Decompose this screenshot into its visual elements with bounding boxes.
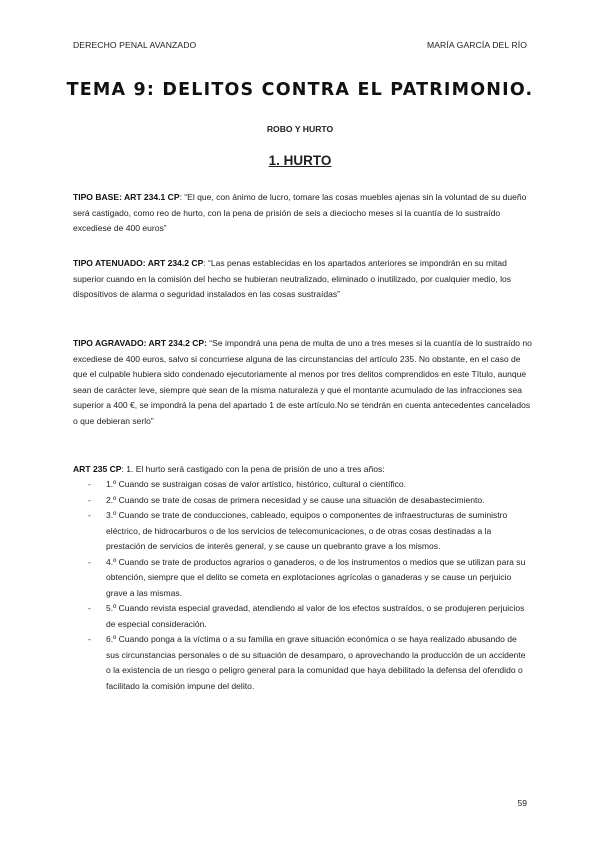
- tipo-atenuado-text: : “Las penas establecidas en los apartados anteriores se impondrán en su mitad superior cuando en la comisión del hecho se hubieran neutralizado, eliminado o inutilizado, por cualquier medio, los dispositivos de alarma o seguridad instalados en las cosas sustraídas”: [73, 258, 512, 299]
- list-item: [88, 508, 528, 555]
- list-item-text: 1.º Cuando se sustraigan cosas de valor artístico, histórico, cultural o científico.: [106, 479, 407, 489]
- section-heading: 1. HURTO: [268, 153, 332, 168]
- art-235-circumstances-list: [88, 477, 528, 694]
- header-author: MARÍA GARCÍA DEL RÍO: [426, 40, 527, 50]
- bullet-dash: -: [88, 603, 91, 613]
- bullet-dash: -: [88, 634, 91, 644]
- list-item: [88, 493, 528, 509]
- tipo-base-sep: :: [119, 192, 124, 202]
- list-item-text: 4.º Cuando se trate de productos agrarios o ganaderos, o de los instrumentos o medios que se utilizan para su obtención, siempre que el delito se cometa en explotaciones agrícolas o ganaderas y se cause un perjuicio grave a las mismas.: [106, 556, 526, 598]
- subtitle: ROBO Y HURTO: [266, 124, 334, 134]
- list-item-text: 2.º Cuando se trate de cosas de primera necesidad y se cause una situación de desabastecimiento.: [106, 494, 485, 505]
- tipo-base-article: ART 234.1 CP: [123, 192, 180, 202]
- list-item: [88, 555, 528, 602]
- tipo-atenuado-label: TIPO ATENUADO: ART 234.2 CP: [73, 258, 204, 268]
- tipo-agravado-label: TIPO AGRAVADO: ART 234.2 CP:: [73, 338, 207, 348]
- list-item: [88, 632, 528, 694]
- bullet-dash: -: [88, 494, 91, 505]
- page-title: TEMA 9: DELITOS CONTRA EL PATRIMONIO.: [66, 80, 534, 100]
- paragraph-art-235: [73, 462, 533, 478]
- list-item: [88, 601, 528, 632]
- paragraph-tipo-agravado: [73, 336, 533, 429]
- header-course-title: DERECHO PENAL AVANZADO: [73, 40, 197, 50]
- paragraph-tipo-atenuado: [73, 256, 533, 303]
- tipo-agravado-text: “Se impondrá una pena de multa de uno a tres meses si la cuantía de lo sustraído no excediese de 400 euros, salvo si concurriese alguna de las circunstancias del artículo 235. No obstante, en el caso de que el culpable hubiera sido condenado ejecutoriamente al menos por tres delitos comprendidos en este Título, aunque sean de carácter leve, siempre que sean de la misma naturaleza y que el montante acumulado de las infracciones sea superior a 400 €, se impondrá la pena del apartado 1 de este artículo.No se tendrán en cuenta antecedentes cancelados o que debieran serlo”: [73, 338, 532, 426]
- tipo-base-label: TIPO BASE: [73, 192, 120, 202]
- list-item-text: 5.º Cuando revista especial gravedad, atendiendo al valor de los efectos sustraídos, o se produjeren perjuicios de especial consideración.: [106, 603, 525, 629]
- bullet-dash: -: [88, 510, 91, 520]
- art-235-text: : 1. El hurto será castigado con la pena de prisión de uno a tres años:: [121, 464, 385, 474]
- bullet-dash: -: [88, 556, 91, 567]
- bullet-dash: -: [88, 479, 91, 489]
- paragraph-tipo-base: [73, 190, 533, 237]
- art-235-label: ART 235 CP: [73, 464, 122, 474]
- list-item: [88, 477, 528, 493]
- list-item-text: 3.º Cuando se trate de conducciones, cableado, equipos o componentes de infraestructuras de suministro eléctrico, de hidrocarburos o de los servicios de telecomunicaciones, o de otras cosas destinadas a la prestación de servicios de interés general, y se cause un quebranto grave a los mismos.: [106, 510, 508, 551]
- tipo-base-text: : “El que, con ánimo de lucro, tomare las cosas muebles ajenas sin la voluntad de su dueño será castigado, como reo de hurto, con la pena de prisión de seis a dieciocho meses si la cuantía de lo sustraído excediese de 400 euros”: [73, 192, 527, 233]
- page-number: 59: [517, 798, 527, 808]
- list-item-text: 6.º Cuando ponga a la víctima o a su familia en grave situación económica o se haya realizado abusando de sus circunstancias personales o de su situación de desamparo, o aprovechando la producción de un accidente o la existencia de un riesgo o peligro general para la comunidad que haya debilitado la defensa del ofendido o facilitado la comisión impune del delito.: [106, 634, 526, 691]
